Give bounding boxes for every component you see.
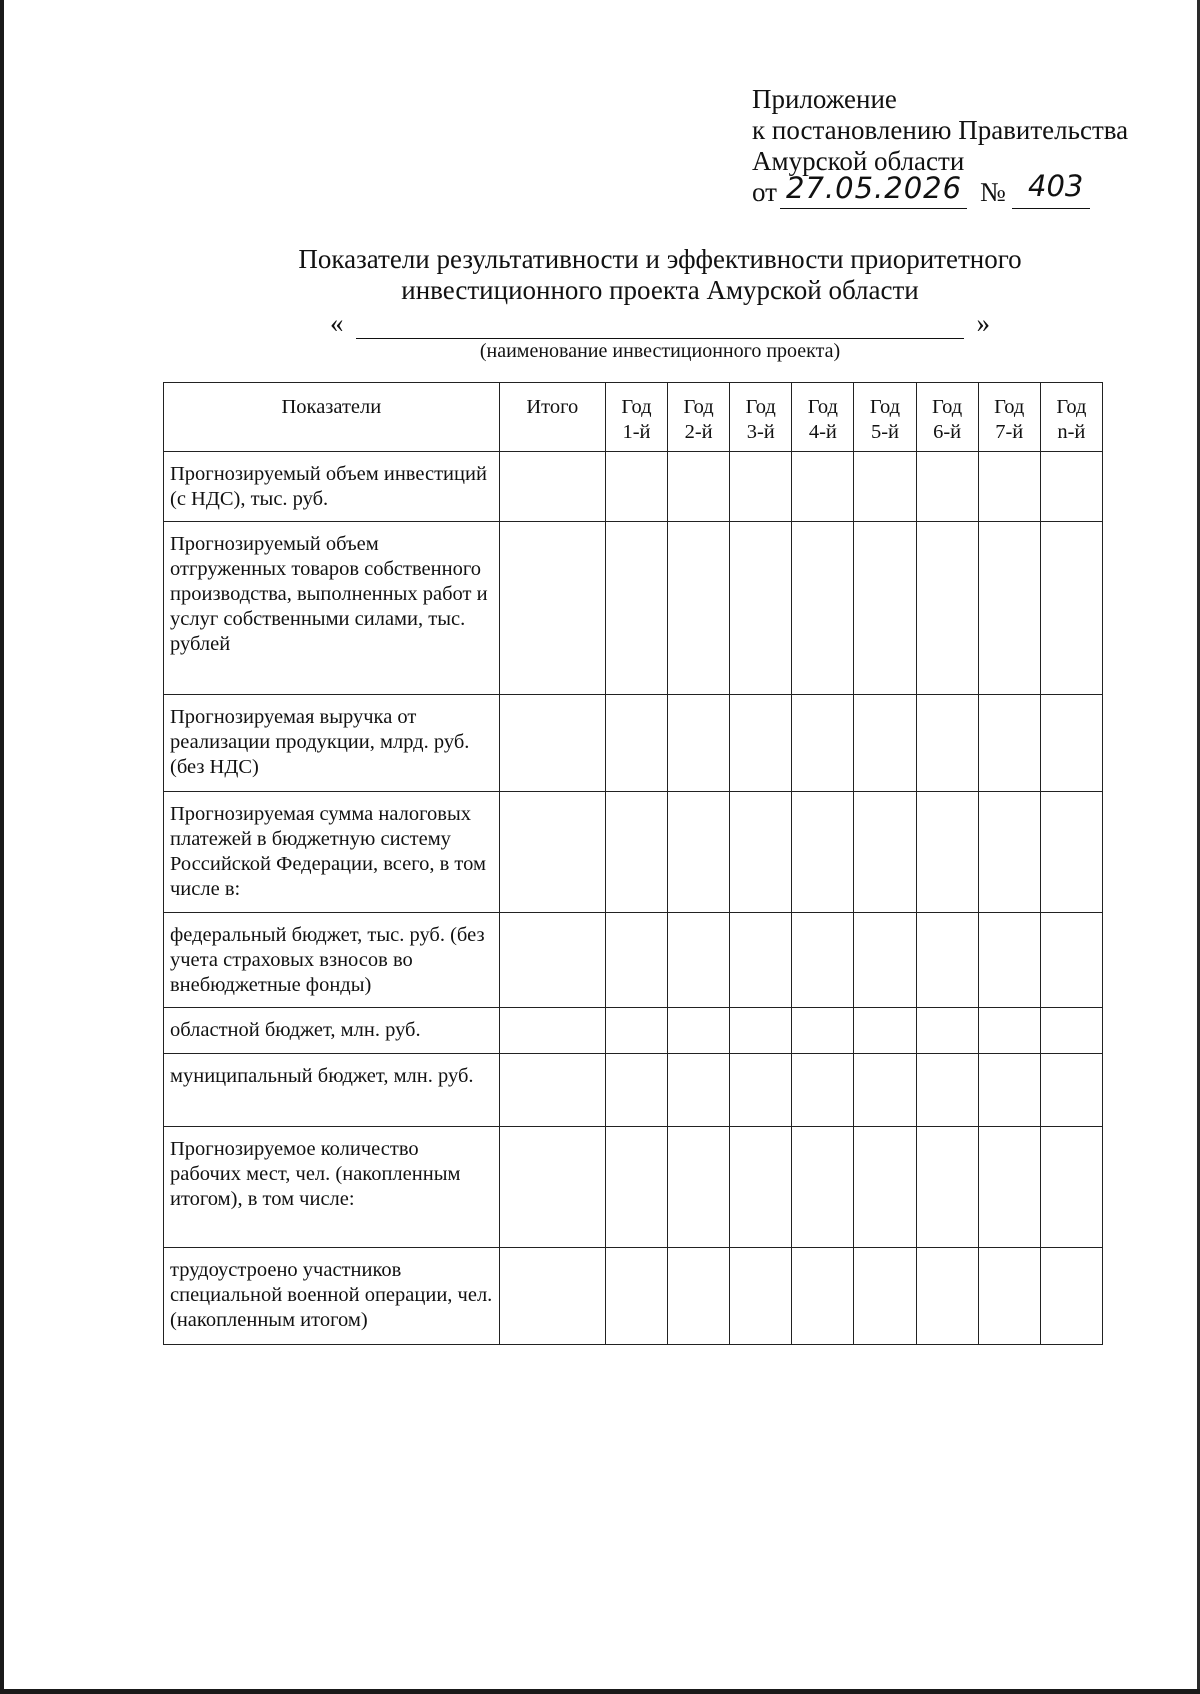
total-value-cell <box>499 452 605 522</box>
table-row <box>164 695 1103 792</box>
quote-open: « <box>330 308 344 338</box>
header-year-6 <box>916 383 978 452</box>
appendix-line-3: Амурской области <box>752 146 965 176</box>
header-year-7 <box>978 383 1040 452</box>
year-value-cell <box>854 695 916 792</box>
year-value-cell <box>1040 1054 1102 1127</box>
year-value-cell <box>1040 452 1102 522</box>
indicator-label: муниципальный бюджет, млн. руб. <box>164 1054 500 1127</box>
year-value-cell <box>978 913 1040 1008</box>
year-value-cell <box>792 1008 854 1054</box>
year-value-cell <box>605 1127 667 1248</box>
year-value-cell <box>668 522 730 695</box>
year-value-cell <box>605 1248 667 1345</box>
appendix-line-1: Приложение <box>752 84 897 114</box>
number-underline <box>1012 208 1090 209</box>
header-year-1-top: Год <box>621 396 652 418</box>
year-value-cell <box>668 1054 730 1127</box>
year-value-cell <box>854 1008 916 1054</box>
table-body <box>164 452 1103 1345</box>
year-value-cell <box>792 522 854 695</box>
year-value-cell <box>916 1008 978 1054</box>
header-year-6-bottom: 6-й <box>933 421 962 443</box>
year-value-cell <box>916 695 978 792</box>
header-year-7-top: Год <box>994 396 1025 418</box>
handwritten-number: 403 <box>1028 169 1084 203</box>
indicator-label: федеральный бюджет, тыс. руб. (без учета страховых взносов во внебюджетные фонды) <box>164 913 500 1008</box>
header-year-7-bottom: 7-й <box>995 421 1024 443</box>
year-value-cell <box>730 1008 792 1054</box>
header-year-1-bottom: 1-й <box>622 421 651 443</box>
scan-edge-left <box>0 0 4 1694</box>
year-value-cell <box>854 1127 916 1248</box>
year-value-cell <box>854 452 916 522</box>
year-value-cell <box>730 695 792 792</box>
handwritten-date: 27.05.2026 <box>786 171 963 205</box>
year-value-cell <box>854 1054 916 1127</box>
year-value-cell <box>1040 1248 1102 1345</box>
year-value-cell <box>668 1248 730 1345</box>
year-value-cell <box>1040 1008 1102 1054</box>
table-row <box>164 792 1103 913</box>
header-year-2-bottom: 2-й <box>684 421 713 443</box>
year-value-cell <box>792 1127 854 1248</box>
year-value-cell <box>1040 1127 1102 1248</box>
date-prefix: от <box>752 177 777 207</box>
year-value-cell <box>605 792 667 913</box>
header-year-5 <box>854 383 916 452</box>
year-value-cell <box>792 695 854 792</box>
year-value-cell <box>854 913 916 1008</box>
year-value-cell <box>730 1127 792 1248</box>
header-year-3-top: Год <box>745 396 776 418</box>
year-value-cell <box>916 792 978 913</box>
year-value-cell <box>1040 695 1102 792</box>
year-value-cell <box>916 1127 978 1248</box>
total-value-cell <box>499 522 605 695</box>
indicators-table <box>163 382 1103 1345</box>
year-value-cell <box>792 1248 854 1345</box>
indicator-label: Прогнозируемая выручка от реализации продукции, млрд. руб. (без НДС) <box>164 695 500 792</box>
total-value-cell <box>499 695 605 792</box>
table-row <box>164 452 1103 522</box>
year-value-cell <box>978 452 1040 522</box>
title-line-2: инвестиционного проекта Амурской области <box>401 275 919 305</box>
appendix-block <box>752 84 1128 213</box>
header-year-3 <box>730 383 792 452</box>
year-value-cell <box>1040 913 1102 1008</box>
year-value-cell <box>605 1008 667 1054</box>
header-year-5-bottom: 5-й <box>870 421 900 443</box>
total-value-cell <box>499 1054 605 1127</box>
table-row <box>164 1127 1103 1248</box>
year-value-cell <box>916 913 978 1008</box>
total-value-cell <box>499 792 605 913</box>
year-value-cell <box>854 1248 916 1345</box>
year-value-cell <box>978 1008 1040 1054</box>
year-value-cell <box>916 522 978 695</box>
year-value-cell <box>730 1054 792 1127</box>
header-year-1 <box>605 383 667 452</box>
quote-close: » <box>976 308 990 338</box>
header-year-3-bottom: 3-й <box>746 421 775 443</box>
year-value-cell <box>978 1127 1040 1248</box>
year-value-cell <box>668 913 730 1008</box>
year-value-cell <box>916 452 978 522</box>
year-value-cell <box>730 792 792 913</box>
number-sign: № <box>980 177 1006 207</box>
header-indicators: Показатели <box>164 383 500 452</box>
appendix-line-2: к постановлению Правительства <box>752 115 1129 145</box>
year-value-cell <box>730 452 792 522</box>
year-value-cell <box>916 1054 978 1127</box>
header-year-2-top: Год <box>683 396 714 418</box>
header-total: Итого <box>499 383 605 452</box>
year-value-cell <box>854 792 916 913</box>
header-year-4-top: Год <box>807 396 838 418</box>
header-year-4-bottom: 4-й <box>808 421 837 443</box>
year-value-cell <box>792 913 854 1008</box>
indicator-label: областной бюджет, млн. руб. <box>164 1008 500 1054</box>
indicator-label: Прогнозируемое количество рабочих мест, чел. (накопленным итогом), в том числе: <box>164 1127 500 1248</box>
scan-edge-bottom <box>0 1689 1200 1694</box>
table-row <box>164 1248 1103 1345</box>
total-value-cell <box>499 1248 605 1345</box>
year-value-cell <box>605 522 667 695</box>
table-row <box>164 1054 1103 1127</box>
date-underline <box>780 208 967 209</box>
year-value-cell <box>668 452 730 522</box>
year-value-cell <box>792 1054 854 1127</box>
total-value-cell <box>499 1008 605 1054</box>
year-value-cell <box>668 695 730 792</box>
total-value-cell <box>499 1127 605 1248</box>
year-value-cell <box>730 1248 792 1345</box>
document-title <box>150 244 1170 306</box>
year-value-cell <box>916 1248 978 1345</box>
year-value-cell <box>668 1127 730 1248</box>
header-year-n <box>1040 383 1102 452</box>
indicator-label: Прогнозируемый объем отгруженных товаров собственного производства, выполненных работ и услуг собственными силами, тыс. рублей <box>164 522 500 695</box>
title-line-1: Показатели результативности и эффективности приоритетного <box>298 244 1022 274</box>
header-year-n-bottom: n-й <box>1057 421 1086 443</box>
date-number-row <box>752 169 1128 213</box>
project-name-line <box>330 308 990 340</box>
year-value-cell <box>1040 792 1102 913</box>
year-value-cell <box>605 695 667 792</box>
table-header-row <box>164 383 1103 452</box>
project-name-caption: (наименование инвестиционного проекта) <box>479 340 841 362</box>
year-value-cell <box>854 522 916 695</box>
year-value-cell <box>605 1054 667 1127</box>
total-value-cell <box>499 913 605 1008</box>
year-value-cell <box>668 792 730 913</box>
year-value-cell <box>978 695 1040 792</box>
table-row <box>164 913 1103 1008</box>
header-year-6-top: Год <box>932 396 963 418</box>
header-year-n-top: Год <box>1056 396 1087 418</box>
year-value-cell <box>978 1054 1040 1127</box>
year-value-cell <box>1040 522 1102 695</box>
header-year-4 <box>792 383 854 452</box>
year-value-cell <box>730 522 792 695</box>
indicator-label: Прогнозируемая сумма налоговых платежей в бюджетную систему Российской Федерации, всего, в том числе в: <box>164 792 500 913</box>
table-row <box>164 522 1103 695</box>
year-value-cell <box>978 792 1040 913</box>
year-value-cell <box>605 913 667 1008</box>
year-value-cell <box>978 1248 1040 1345</box>
year-value-cell <box>605 452 667 522</box>
project-name-underline <box>356 338 964 339</box>
year-value-cell <box>792 792 854 913</box>
table-row <box>164 1008 1103 1054</box>
header-year-5-top: Год <box>869 396 901 418</box>
year-value-cell <box>978 522 1040 695</box>
year-value-cell <box>730 913 792 1008</box>
year-value-cell <box>668 1008 730 1054</box>
year-value-cell <box>792 452 854 522</box>
indicator-label: Прогнозируемый объем инвестиций (с НДС), тыс. руб. <box>164 452 500 522</box>
indicator-label: трудоустроено участников специальной военной операции, чел. (накопленным итогом) <box>164 1248 500 1345</box>
header-year-2 <box>668 383 730 452</box>
